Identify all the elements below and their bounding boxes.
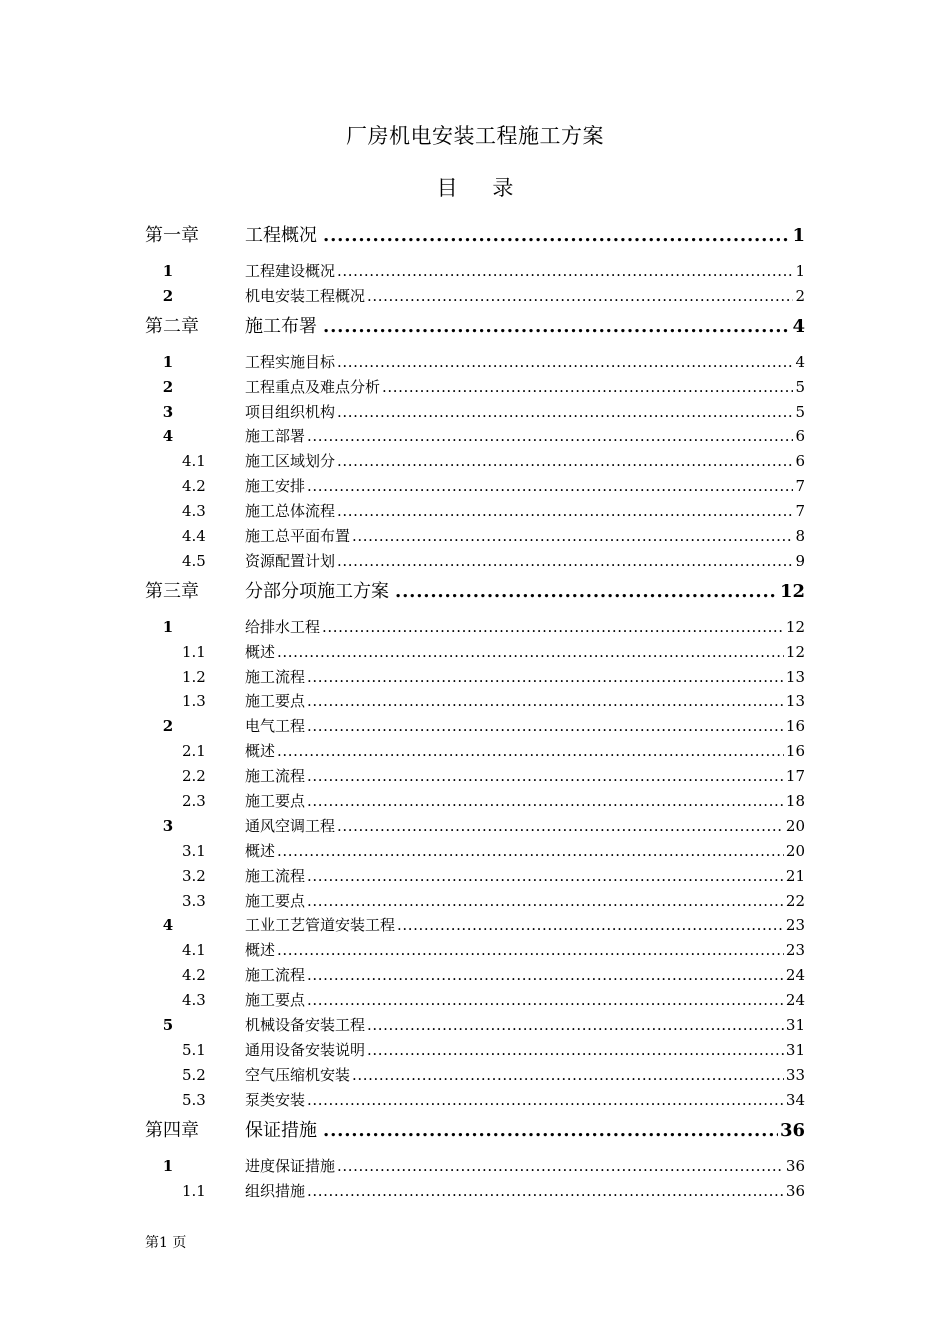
toc-entry-line [245,424,805,449]
toc-entry-title: 机电安装工程概况 [245,286,366,305]
toc-entry-page: 23 [785,941,805,960]
toc-entry-row[interactable] [0,988,950,1013]
toc-dot-leader [382,375,793,400]
toc-entry-line [245,864,805,889]
toc-entry-line [245,938,805,963]
toc-entry-number: 3.2 [182,866,206,885]
toc-entry-line [245,963,805,988]
toc-entry-number: 4.5 [182,551,206,570]
toc-entry-row[interactable] [0,640,950,665]
toc-entry-number: 5.1 [182,1040,206,1059]
toc-entry-row[interactable] [0,789,950,814]
toc-entry-title: 机械设备安装工程 [245,1016,366,1035]
toc-entry-line [245,1179,805,1204]
toc-entry-page: 5 [795,377,805,396]
toc-entry-title: 分部分项施工方案 [245,580,389,602]
toc-entry-number: 第四章 [145,1119,199,1141]
toc-entry-page: 1 [795,262,805,280]
toc-entry-row[interactable] [0,1038,950,1063]
toc-entry-number: 2.1 [182,742,206,761]
toc-entry-page: 9 [795,551,805,570]
toc-entry-line [245,714,805,739]
toc-entry-title: 施工要点 [245,991,306,1010]
toc-dot-leader [337,499,793,524]
toc-entry-row[interactable] [0,714,950,739]
toc-entry-line [245,739,805,764]
toc-chapter-row[interactable] [0,1113,950,1148]
toc-entry-page: 31 [785,1040,805,1059]
toc-entry-line [245,889,805,914]
toc-entry-line [245,499,805,524]
toc-entry-number: 4.4 [182,527,206,546]
toc-entry-page: 7 [795,477,805,496]
toc-entry-title: 通用设备安装说明 [245,1040,366,1059]
toc-entry-page: 12 [785,617,805,636]
toc-entry-page: 20 [785,841,805,860]
toc-entry-page: 18 [785,792,805,811]
toc-entry-line [245,988,805,1013]
toc-entry-number: 5.3 [182,1090,206,1109]
toc-entry-title: 施工流程 [245,667,306,686]
toc-entry-number: 第二章 [145,315,199,337]
toc-entry-page: 36 [779,1119,805,1141]
toc-entry-line [245,1038,805,1063]
toc-entry-page: 34 [785,1090,805,1109]
toc-entry-page: 17 [785,767,805,786]
toc-entry-line [245,1088,805,1113]
toc-dot-leader [397,913,784,938]
toc-entry-line [245,814,805,839]
toc-entry-title: 施工流程 [245,866,306,885]
toc-entry-title: 电气工程 [245,717,306,736]
toc-entry-row[interactable] [0,284,950,309]
toc-entry-number: 2 [162,377,174,396]
toc-dot-leader [307,424,793,449]
toc-dot-leader [307,789,784,814]
toc-entry-title: 保证措施 [245,1119,317,1141]
toc-entry-title: 进度保证措施 [245,1156,336,1175]
toc-dot-leader [337,259,793,284]
toc-entry-row[interactable] [0,615,950,640]
toc-entry-page: 16 [785,742,805,761]
toc-entry-number: 2 [162,286,174,305]
toc-dot-leader [352,1063,784,1088]
toc-dot-leader [307,474,793,499]
toc-entry-page: 20 [785,816,805,835]
toc-entry-number: 4.1 [182,452,206,471]
toc-dot-leader [307,714,784,739]
page-footer: 第1 页 [145,1235,187,1251]
toc-entry-page: 12 [779,580,805,602]
toc-entry-page: 24 [785,966,805,985]
toc-entry-line [245,640,805,665]
toc-entry-line [245,259,805,284]
toc-entry-row[interactable] [0,474,950,499]
toc-dot-leader [337,350,793,375]
toc-heading: 目 录 [436,176,514,200]
toc-dot-leader [307,988,784,1013]
toc-dot-leader [337,1154,784,1179]
toc-entry-row[interactable] [0,549,950,574]
toc-entry-line [245,1013,805,1038]
toc-entry-page: 5 [795,402,805,421]
toc-entry-number: 4.3 [182,991,206,1010]
toc-entry-title: 施工部署 [245,427,306,446]
toc-entry-row[interactable] [0,814,950,839]
toc-entry-title: 施工安排 [245,477,306,496]
toc-entry-number: 4 [162,427,174,446]
toc-entry-line [245,689,805,714]
toc-entry-row[interactable] [0,739,950,764]
toc-entry-line [245,284,805,309]
toc-entry-line [245,375,805,400]
toc-dot-leader [395,574,778,609]
toc-entry-page: 31 [785,1016,805,1035]
toc-entry-row[interactable] [0,1013,950,1038]
toc-entry-line [245,1113,805,1148]
toc-dot-leader [323,309,790,344]
toc-entry-number: 2.3 [182,792,206,811]
toc-entry-title: 工程概况 [245,225,317,246]
toc-dot-leader [277,839,784,864]
toc-dot-leader [307,689,784,714]
toc-entry-title: 施工总体流程 [245,502,336,521]
toc-entry-row[interactable] [0,1179,950,1204]
toc-entry-page: 7 [795,502,805,521]
toc-entry-title: 施工要点 [245,692,306,711]
toc-entry-number: 1 [162,1156,174,1175]
toc-entry-page: 12 [785,642,805,661]
toc-entry-number: 3.1 [182,841,206,860]
toc-dot-leader [367,284,793,309]
toc-entry-row[interactable] [0,864,950,889]
toc-entry-row[interactable] [0,764,950,789]
toc-entry-number: 3.3 [182,891,206,910]
toc-entry-number: 4.1 [182,941,206,960]
toc-dot-leader [337,400,793,425]
toc-entry-number: 4.2 [182,966,206,985]
toc-dot-leader [352,524,793,549]
toc-entry-page: 4 [795,352,805,371]
toc-entry-page: 2 [795,286,805,305]
toc-entry-number: 4 [162,916,174,935]
toc-entry-number: 1.2 [182,667,206,686]
toc-dot-leader [307,1179,784,1204]
toc-entry-line [245,309,805,344]
toc-entry-title: 施工流程 [245,966,306,985]
toc-entry-row[interactable] [0,1063,950,1088]
toc-entry-number: 1.1 [182,642,206,661]
toc-entry-title: 工程实施目标 [245,352,336,371]
toc-entry-number: 1 [162,352,174,371]
toc-entry-number: 1 [162,617,174,636]
toc-entry-title: 项目组织机构 [245,402,336,421]
document-title: 厂房机电安装工程施工方案 [346,124,604,148]
toc-entry-title: 概述 [245,742,276,761]
toc-entry-page: 6 [795,452,805,471]
toc-entry-row[interactable] [0,938,950,963]
toc-entry-page: 1 [792,225,805,246]
toc-entry-line [245,839,805,864]
toc-entry-page: 13 [785,667,805,686]
toc-entry-row[interactable] [0,400,950,425]
toc-entry-number: 3 [162,402,174,421]
toc-entry-row[interactable] [0,499,950,524]
toc-entry-number: 第一章 [145,225,199,246]
toc-entry-row[interactable] [0,913,950,938]
toc-entry-title: 给排水工程 [245,617,321,636]
toc-entry-line [245,474,805,499]
toc-entry-line [245,1063,805,1088]
toc-entry-number: 5 [162,1016,174,1035]
toc-entry-row[interactable] [0,424,950,449]
toc-entry-number: 1 [162,262,174,280]
toc-entry-number: 5.2 [182,1065,206,1084]
toc-entry-page: 24 [785,991,805,1010]
toc-chapter-row[interactable] [0,309,950,344]
toc-entry-page: 4 [792,315,805,337]
toc-entry-title: 概述 [245,642,276,661]
toc-entry-line [245,350,805,375]
toc-entry-row[interactable] [0,889,950,914]
toc-entry-page: 13 [785,692,805,711]
toc-dot-leader [337,549,793,574]
toc-entry-line [245,913,805,938]
toc-entry-row[interactable] [0,1088,950,1113]
toc-entry-row[interactable] [0,259,950,284]
toc-dot-leader [307,889,784,914]
toc-dot-leader [367,1013,784,1038]
toc-entry-page: 16 [785,717,805,736]
toc-entry-number: 2.2 [182,767,206,786]
toc-entry-title: 工程建设概况 [245,262,336,280]
toc-chapter-row[interactable] [0,218,950,253]
toc-entry-page: 36 [785,1181,805,1200]
toc-entry-line [245,524,805,549]
toc-entry-line [245,665,805,690]
toc-entry-title: 施工流程 [245,767,306,786]
toc-dot-leader [277,640,784,665]
toc-entry-line [245,1154,805,1179]
toc-entry-title: 组织措施 [245,1181,306,1200]
table-of-contents [0,218,950,1203]
toc-entry-row[interactable] [0,375,950,400]
toc-entry-number: 4.3 [182,502,206,521]
toc-entry-title: 通风空调工程 [245,816,336,835]
toc-dot-leader [323,218,790,253]
toc-dot-leader [337,449,793,474]
toc-entry-page: 21 [785,866,805,885]
toc-entry-number: 4.2 [182,477,206,496]
toc-dot-leader [307,1088,784,1113]
toc-entry-line [245,764,805,789]
toc-dot-leader [307,764,784,789]
toc-dot-leader [307,963,784,988]
toc-entry-row[interactable] [0,449,950,474]
toc-entry-line [245,400,805,425]
toc-entry-title: 施工总平面布置 [245,527,351,546]
toc-entry-title: 概述 [245,941,276,960]
toc-dot-leader [277,739,784,764]
toc-dot-leader [307,864,784,889]
toc-entry-title: 工程重点及难点分析 [245,377,381,396]
toc-entry-number: 1.1 [182,1181,206,1200]
toc-entry-row[interactable] [0,524,950,549]
toc-entry-line [245,789,805,814]
toc-entry-title: 施工要点 [245,792,306,811]
toc-entry-page: 36 [785,1156,805,1175]
toc-entry-title: 施工区域划分 [245,452,336,471]
toc-entry-number: 2 [162,717,174,736]
toc-entry-title: 空气压缩机安装 [245,1065,351,1084]
toc-entry-line [245,449,805,474]
toc-chapter-row[interactable] [0,574,950,609]
toc-entry-row[interactable] [0,689,950,714]
toc-entry-number: 1.3 [182,692,206,711]
toc-dot-leader [367,1038,784,1063]
toc-dot-leader [323,1113,778,1148]
toc-entry-page: 6 [795,427,805,446]
toc-entry-page: 33 [785,1065,805,1084]
toc-entry-line [245,615,805,640]
toc-entry-number: 3 [162,816,174,835]
toc-entry-row[interactable] [0,350,950,375]
toc-entry-title: 施工布署 [245,315,317,337]
toc-entry-title: 泵类安装 [245,1090,306,1109]
toc-entry-row[interactable] [0,1154,950,1179]
toc-entry-line [245,574,805,609]
toc-dot-leader [322,615,784,640]
toc-entry-line [245,549,805,574]
toc-dot-leader [337,814,784,839]
toc-entry-row[interactable] [0,839,950,864]
toc-entry-row[interactable] [0,963,950,988]
toc-entry-title: 概述 [245,841,276,860]
toc-entry-page: 23 [785,916,805,935]
toc-entry-line [245,218,805,253]
toc-entry-title: 施工要点 [245,891,306,910]
toc-entry-title: 工业工艺管道安装工程 [245,916,396,935]
toc-entry-row[interactable] [0,665,950,690]
toc-entry-title: 资源配置计划 [245,551,336,570]
toc-entry-page: 22 [785,891,805,910]
toc-dot-leader [277,938,784,963]
toc-entry-number: 第三章 [145,580,199,602]
toc-entry-page: 8 [795,527,805,546]
toc-dot-leader [307,665,784,690]
